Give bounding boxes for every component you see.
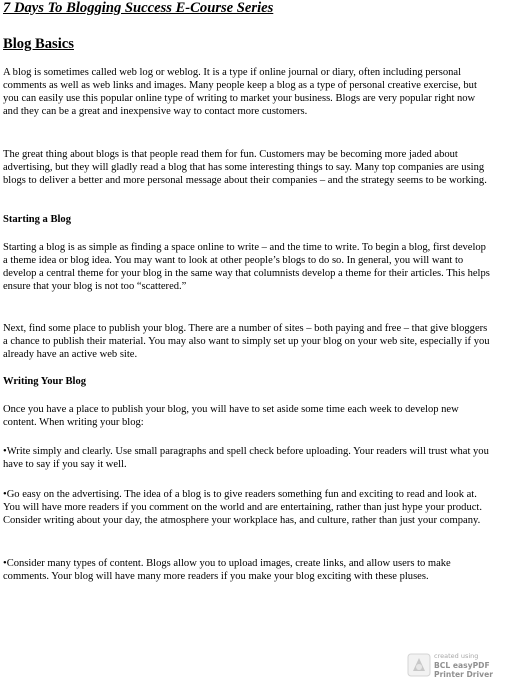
section-title: Blog Basics [3,36,74,52]
paragraph-writing-intro: Once you have a place to publish your blog, you will have to set aside some time each week to develop new content. When writing your blog: [3,404,459,429]
paragraph-fun: The great thing about blogs is that people read them for fun. Customers may be becoming more jaded about advertising, but they will gladly read a blog that has some interesting things to say. Many top companies are using blogs to deliver a better and more personal message about their companies – and the strategy seems to be working. [3,149,487,187]
paragraph-starting: Starting a blog is as simple as finding a space online to write – and the time to write. To begin a blog, first develop a theme idea or blog idea. You may want to look at other people’s blogs to do so. In general, you will want to develop a central theme for your blog in the same way that columnists develop a theme for their articles. This helps ensure that your blog is not too “scattered.” [3,242,490,293]
heading-starting-a-blog: Starting a Blog [3,214,71,225]
badge-product-type: Printer Driver [434,669,493,679]
badge-created-using: created using [434,651,479,660]
bcl-easypdf-logo-icon [407,653,431,677]
document-title: 7 Days To Blogging Success E-Course Series [3,0,274,16]
paragraph-intro: A blog is sometimes called web log or weblog. It is a type if online journal or diary, often including personal comments as well as web links and images. Many people keep a blog as a type of personal creative exercise, but you can easily use this popular online type of writing to market your business. Blogs are very popular right now and they can be a great and inexpensive way to contact more customers. [3,67,477,118]
badge-product-name: BCL easyPDF [434,660,490,670]
bullet-content-types: •Consider many types of content. Blogs allow you to upload images, create links, and allow users to make comments. Your blog will have many more readers if you make your blog exciting with these pluses. [3,558,451,583]
bullet-write-simply: •Write simply and clearly. Use small paragraphs and spell check before uploading. Your readers will trust what you have to say if you say it well. [3,446,489,471]
bullet-advertising: •Go easy on the advertising. The idea of a blog is to give readers something fun and exciting to read and look at. You will have more readers if you comment on the world and are entertaining, rather than just hype your product. Consider writing about your day, the atmosphere your workplace has, and culture, rather than just your company. [3,489,482,527]
heading-writing-your-blog: Writing Your Blog [3,376,87,387]
paragraph-publish: Next, find some place to publish your blog. There are a number of sites – both paying and free – that give bloggers a chance to publish their material. You may also want to simply set up your blog on your web site, especially if you already have an active web site. [3,323,490,361]
easypdf-badge [407,648,509,682]
